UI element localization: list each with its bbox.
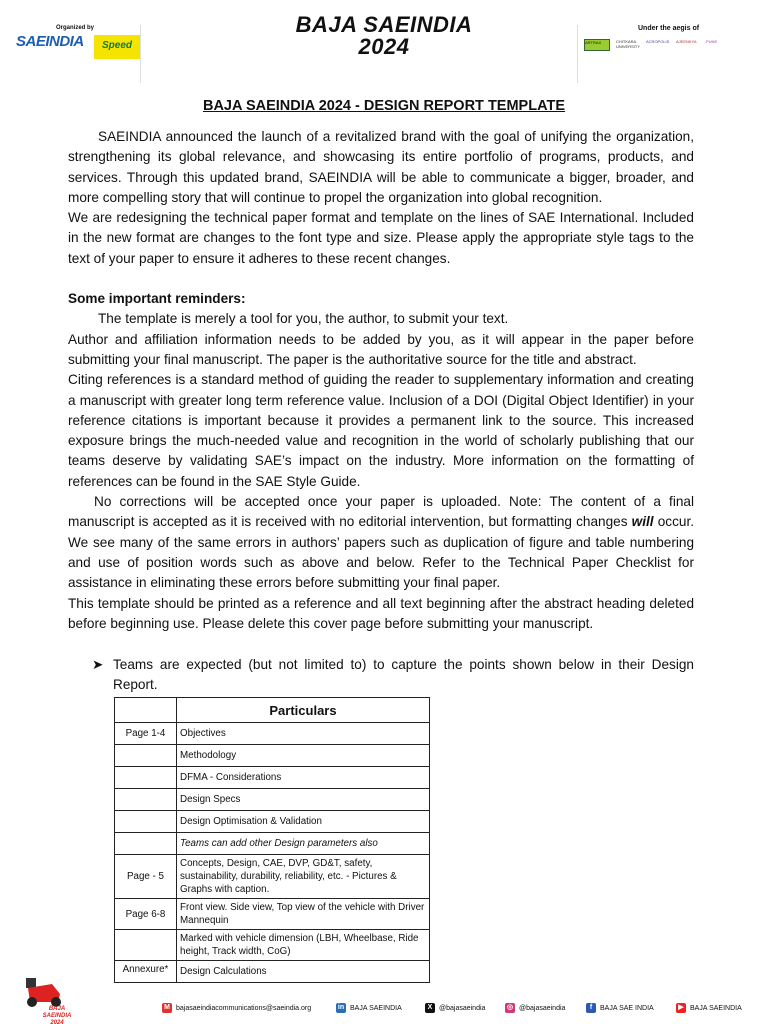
table-header: Particulars xyxy=(177,698,430,723)
item-cell: DFMA - Considerations xyxy=(177,767,430,789)
footer-youtube[interactable] xyxy=(676,1003,742,1013)
page-cell xyxy=(115,789,177,811)
table-row xyxy=(115,723,430,745)
table-row xyxy=(115,789,430,811)
sponsor-logo: PUNE xyxy=(706,39,718,44)
footer-instagram[interactable] xyxy=(505,1003,565,1013)
intro-section xyxy=(68,127,694,634)
sponsor-logo: ARTRAX xyxy=(584,39,610,51)
sponsor-logo: CHITKARA UNIVERSITY xyxy=(616,39,641,49)
sponsor-logo: ACROPOLIS xyxy=(646,39,670,44)
page-cell xyxy=(115,930,177,961)
reminders-heading: Some important reminders: xyxy=(68,291,246,307)
table-row xyxy=(115,961,430,983)
item-cell: Design Optimisation & Validation xyxy=(177,811,430,833)
baja-buggy-logo xyxy=(22,976,66,1008)
page-cell xyxy=(115,767,177,789)
speed-logo: Speed xyxy=(94,35,140,59)
table-row xyxy=(115,833,430,855)
event-title-line1: BAJA SAEINDIA xyxy=(295,12,473,37)
item-cell: Objectives xyxy=(177,723,430,745)
footer-facebook-text[interactable]: BAJA SAE INDIA xyxy=(600,1004,654,1012)
particulars-table xyxy=(114,697,430,983)
bullet-text: Teams are expected (but not limited to) to capture the points shown below in their Design Report. xyxy=(113,657,694,693)
arrow-bullet-icon: ➤ xyxy=(92,657,104,672)
table-header-row xyxy=(115,698,430,723)
page-cell: Page 6-8 xyxy=(115,899,177,930)
x-icon: X xyxy=(425,1003,435,1013)
facebook-icon: f xyxy=(586,1003,596,1013)
instagram-icon: ◎ xyxy=(506,1004,514,1011)
sponsor-logo: AJEENKYA xyxy=(676,39,697,44)
page-cell xyxy=(115,811,177,833)
template-note: This template should be printed as a reference and all text beginning after the abstract heading deleted before beginning use. Please delete this cover page before submitting your manuscript. xyxy=(68,595,694,631)
corrections-text: occur. We see many of the same errors in authors’ papers such as duplication of figure and table numbering and use of position words such as above and below. Refer to the Technical Paper Checklist for assistance in eliminating these errors before submitting your final paper. xyxy=(68,514,694,591)
page-cell: Page - 5 xyxy=(115,855,177,899)
table-row xyxy=(115,745,430,767)
aegis-label: Under the aegis of xyxy=(638,25,700,32)
reminder-paragraph: The template is merely a tool for you, the author, to submit your text. xyxy=(98,311,509,327)
page-cell xyxy=(115,833,177,855)
event-title-line2: 2024 xyxy=(358,34,410,59)
footer-facebook[interactable] xyxy=(586,1003,654,1013)
table-row xyxy=(115,767,430,789)
table-row xyxy=(115,855,430,899)
item-cell: Design Calculations xyxy=(177,961,430,983)
footer-linkedin[interactable] xyxy=(336,1003,402,1013)
page-cell: Annexure* xyxy=(115,961,177,983)
table-row xyxy=(115,899,430,930)
footer-x-text[interactable]: @bajasaeindia xyxy=(439,1004,486,1012)
footer-email-text[interactable]: bajasaeindiacommunications@saeindia.org xyxy=(176,1004,312,1012)
table-row xyxy=(115,811,430,833)
table-header-empty xyxy=(115,698,177,723)
gmail-icon: M xyxy=(162,1003,172,1013)
footer-x[interactable] xyxy=(425,1003,485,1013)
footer-youtube-text[interactable]: BAJA SAEINDIA xyxy=(690,1004,742,1012)
bullet-item xyxy=(92,655,694,696)
corrections-paragraph xyxy=(68,492,694,593)
item-cell: Front view. Side view, Top view of the vehicle with Driver Mannequin xyxy=(177,899,430,930)
corrections-text: No corrections will be accepted once your paper is uploaded. Note: The content of a final manuscript is accepted as it is received with no editorial intervention, but formatting changes xyxy=(68,494,694,530)
saeindia-logo: SAEINDIA xyxy=(16,33,84,50)
document-title: BAJA SAEINDIA 2024 - DESIGN REPORT TEMPLATE xyxy=(202,98,566,114)
footer-logo-text: BAJA SAEINDIA 2024 xyxy=(42,1006,72,1024)
organized-by-label: Organized by xyxy=(56,25,95,31)
footer-instagram-text[interactable]: @bajasaeindia xyxy=(519,1004,566,1012)
reminder-paragraph: Citing references is a standard method of guiding the reader to supplementary information and creating a manuscript with greater long term reference value. Inclusion of a DOI (Digital Object Identifier) in your reference citations is important because it provides a permanent link to the source. This increased exposure brings the much-needed value and recognition in the world of scholarly publishing that our teams deserve by validating SAE’s impact on the industry. More information on the formatting of references can be found in the SAE Style Guide. xyxy=(68,372,694,489)
sponsor-logos xyxy=(577,25,758,83)
footer-linkedin-text[interactable]: BAJA SAEINDIA xyxy=(350,1004,402,1012)
corrections-emphasis: will xyxy=(631,514,654,530)
linkedin-icon: in xyxy=(337,1004,345,1011)
item-cell: Design Specs xyxy=(177,789,430,811)
intro-paragraph: SAEINDIA announced the launch of a revitalized brand with the goal of unifying the organization, strengthening its global relevance, and showcasing its entire portfolio of programs, products, and services. Through this updated brand, SAEINDIA will be able to communicate a bigger, broader, and more compelling story that will continue to propel the organization into global recognition. xyxy=(68,129,694,205)
page-cell: Page 1-4 xyxy=(115,723,177,745)
item-cell: Teams can add other Design parameters also xyxy=(177,833,430,855)
intro-paragraph: We are redesigning the technical paper format and template on the lines of SAE International. Included in the new format are changes to the font type and size. Please apply the appropriate style tags to the text of your paper to ensure it adheres to these recent changes. xyxy=(68,210,694,266)
item-cell: Methodology xyxy=(177,745,430,767)
table-row xyxy=(115,930,430,961)
reminder-paragraph: Author and affiliation information needs to be added by you, as it will appear in the paper before submitting your final manuscript. The paper is the authoritative source for the title and abstract. xyxy=(68,331,694,367)
item-cell: Marked with vehicle dimension (LBH, Wheelbase, Ride height, Track width, CoG) xyxy=(177,930,430,961)
item-cell: Concepts, Design, CAE, DVP, GD&T, safety, sustainability, durability, reliability, etc. - Pictures & Graphs with caption. xyxy=(177,855,430,899)
youtube-icon: ▶ xyxy=(676,1003,686,1013)
footer-email[interactable] xyxy=(162,1003,311,1013)
page-cell xyxy=(115,745,177,767)
